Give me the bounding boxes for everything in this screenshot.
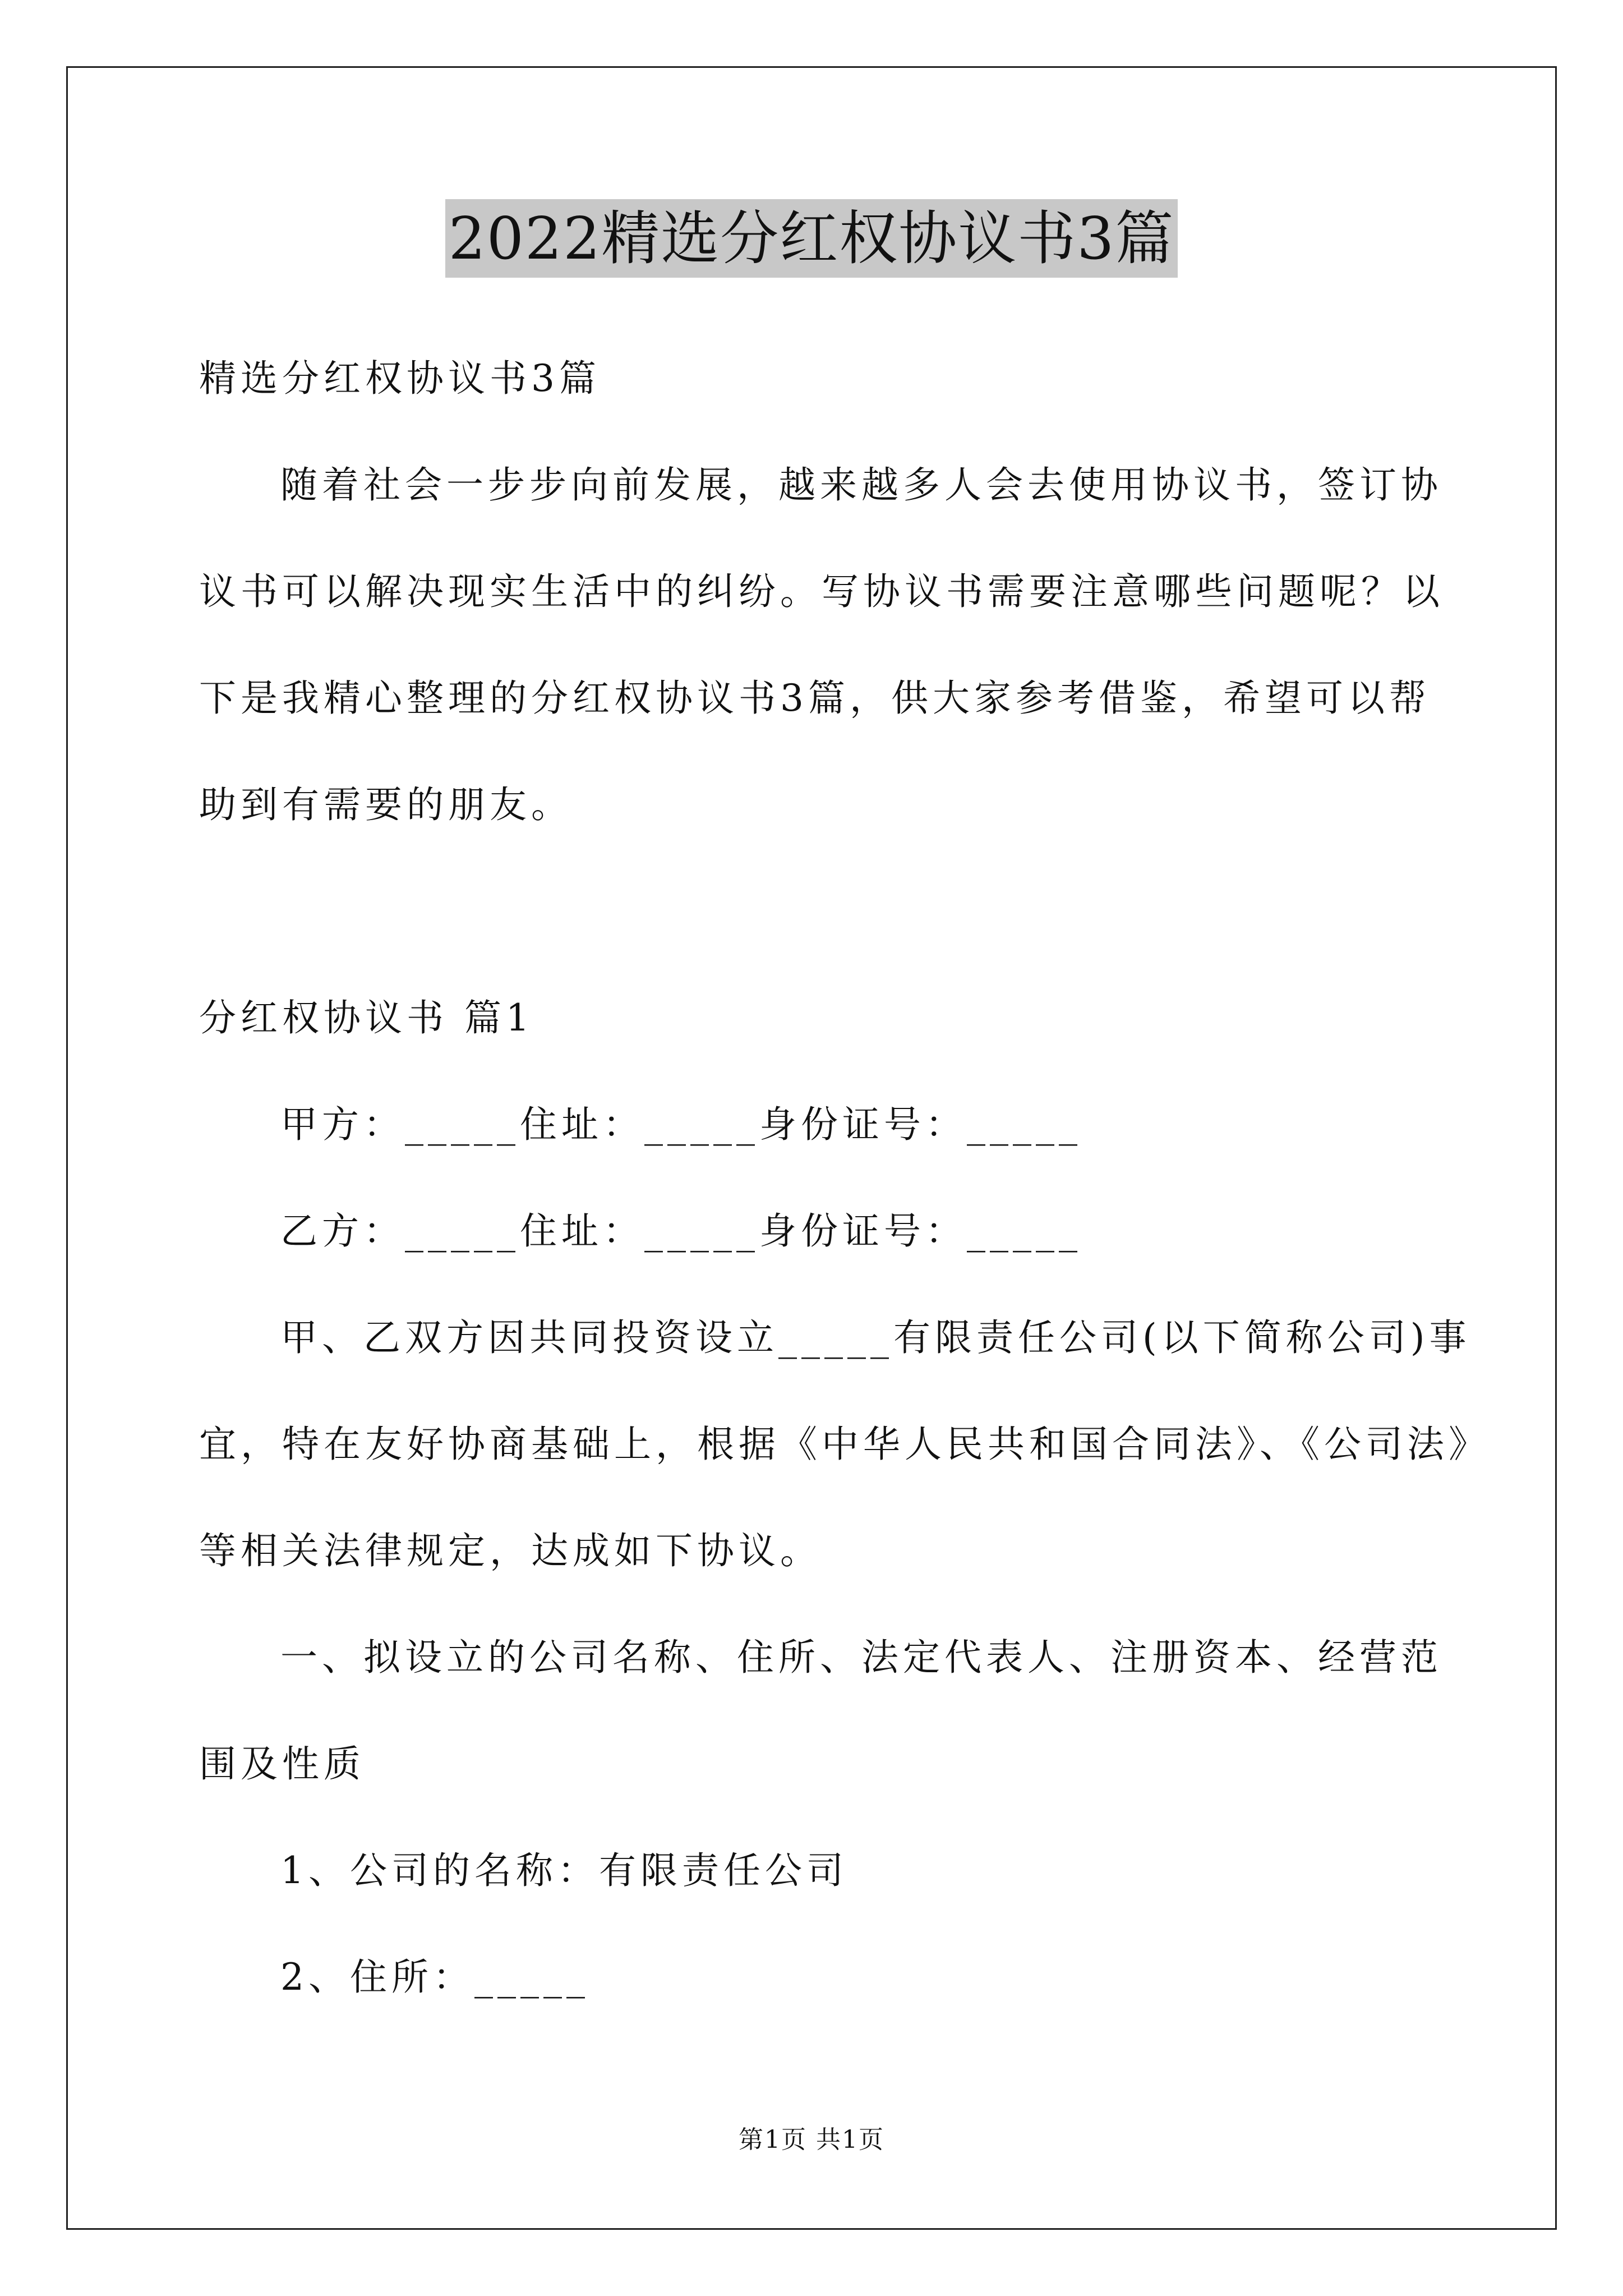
intro-paragraph-line-2: 议书可以解决现实生活中的纠纷。写协议书需要注意哪些问题呢？以 [199, 570, 1444, 613]
item-address: 2、住所：_____ [280, 1955, 589, 1999]
title-container [0, 199, 1623, 278]
section-heading: 分红权协议书 篇1 [199, 996, 534, 1039]
intro-paragraph-line-1: 随着社会一步步向前发展，越来越多人会去使用协议书，签订协 [280, 463, 1442, 507]
subtitle-line: 精选分红权协议书3篇 [199, 357, 601, 400]
page-footer: 第1页 共1页 [739, 2125, 884, 2154]
document-title: 2022精选分红权协议书3篇 [445, 199, 1178, 278]
agreement-paragraph-line-1: 甲、乙双方因共同投资设立_____有限责任公司(以下简称公司)事 [280, 1316, 1471, 1359]
clause-one-line-2: 围及性质 [199, 1742, 365, 1786]
agreement-paragraph-line-3: 等相关法律规定，达成如下协议。 [199, 1529, 822, 1572]
party-a-line: 甲方：_____住址：_____身份证号：_____ [280, 1103, 1082, 1146]
item-company-name: 1、公司的名称：有限责任公司 [280, 1849, 848, 1892]
clause-one-line-1: 一、拟设立的公司名称、住所、法定代表人、注册资本、经营范 [280, 1636, 1442, 1679]
intro-paragraph-line-4: 助到有需要的朋友。 [199, 783, 573, 826]
agreement-paragraph-line-2: 宜，特在友好协商基础上，根据《中华人民共和国合同法》、《公司法》 [199, 1423, 1490, 1466]
party-b-line: 乙方：_____住址：_____身份证号：_____ [280, 1209, 1082, 1253]
intro-paragraph-line-3: 下是我精心整理的分红权协议书3篇，供大家参考借鉴，希望可以帮 [199, 677, 1431, 720]
